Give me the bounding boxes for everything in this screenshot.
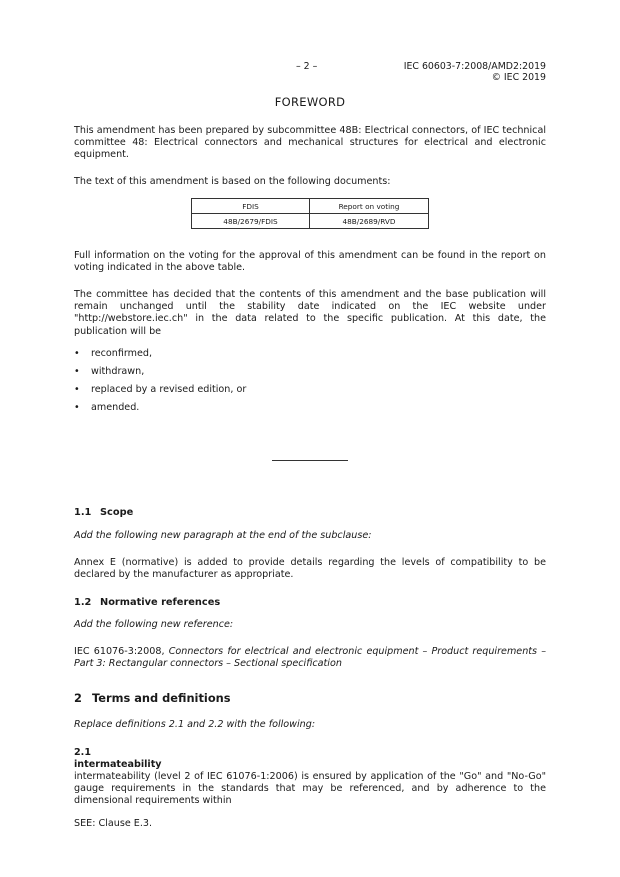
foreword-title: FOREWORD: [274, 95, 346, 109]
scope-instruction: Add the following new paragraph at the end of the subclause:: [74, 530, 372, 541]
list-item: • replaced by a revised edition, or: [74, 384, 247, 395]
definition-text: intermateability (level 2 of IEC 61076-1:2006) is ensured by application of the "Go" and "No-Go" gauge requirements in the standards that may be referenced, and by adherence to the dimensional requirements within: [74, 771, 546, 807]
list-item: • withdrawn,: [74, 366, 145, 377]
definition-number: 2.1: [74, 747, 91, 758]
bullet-icon: •: [74, 402, 80, 413]
normative-heading: 1.2 Normative references: [74, 597, 221, 608]
bullet-icon: •: [74, 348, 80, 359]
voting-table: [191, 198, 429, 229]
scope-heading: 1.1 Scope: [74, 507, 134, 518]
based-on-text: The text of this amendment is based on the following documents:: [74, 176, 391, 187]
bullet-icon: •: [74, 384, 80, 395]
foreword-intro: This amendment has been prepared by subcommittee 48B: Electrical connectors, of IEC technical committee 48: Electrical connectors and mechanical structures for electrical and electronic equipment.: [74, 125, 546, 161]
section-divider: [272, 460, 348, 461]
copyright: © IEC 2019: [491, 72, 546, 83]
table-cell-rvd: 48B/2689/RVD: [310, 214, 429, 229]
scope-text: Annex E (normative) is added to provide details regarding the levels of compatibility to be declared by the manufacturer as appropriate.: [74, 557, 546, 581]
standard-ref: IEC 60603-7:2008/AMD2:2019: [403, 61, 546, 72]
definition-note: SEE: Clause E.3.: [74, 818, 153, 829]
definition-term: intermateability: [74, 759, 162, 770]
stability-paragraph: The committee has decided that the contents of this amendment and the base publication will remain unchanged until the stability date indicated on the IEC website under "http://webstore.iec.ch" in the data related to the specific publication. At this date, the publication will be: [74, 289, 546, 337]
table-header-fdis: FDIS: [192, 199, 310, 214]
terms-heading: 2 Terms and definitions: [74, 691, 231, 705]
table-header-report: Report on voting: [310, 199, 429, 214]
page-number: – 2 –: [296, 61, 318, 72]
list-item: • reconfirmed,: [74, 348, 153, 359]
standard-reference: [404, 61, 546, 83]
list-item: • amended.: [74, 402, 140, 413]
normative-reference: IEC 61076-3:2008, Connectors for electrical and electronic equipment – Product requirements – Part 3: Rectangular connectors – Sectional specification: [74, 646, 546, 670]
bullet-icon: •: [74, 366, 80, 377]
terms-instruction: Replace definitions 2.1 and 2.2 with the following:: [74, 719, 316, 730]
voting-info: Full information on the voting for the approval of this amendment can be found in the report on voting indicated in the above table.: [74, 250, 546, 274]
normative-instruction: Add the following new reference:: [74, 619, 234, 630]
table-cell-fdis: 48B/2679/FDIS: [192, 214, 310, 229]
